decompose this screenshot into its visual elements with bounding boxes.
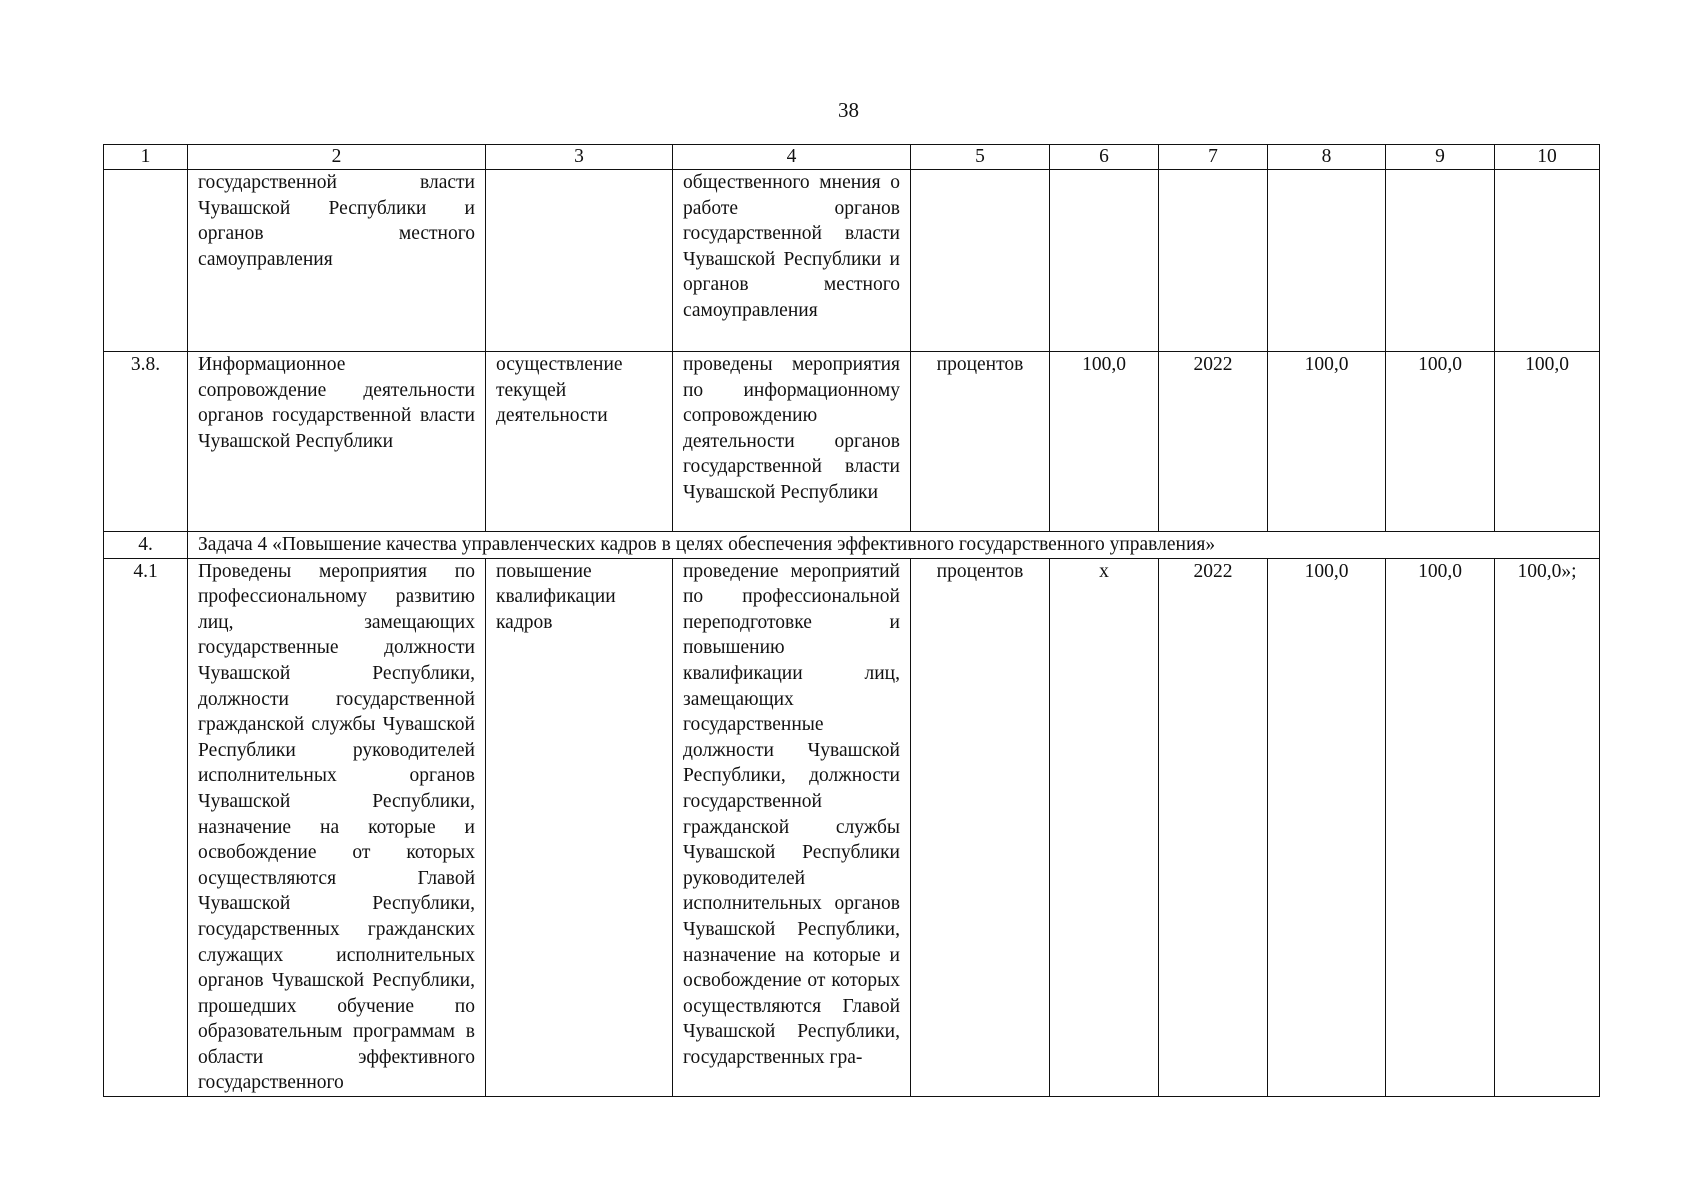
value-8 (1268, 170, 1386, 352)
event-type (486, 170, 673, 352)
row-number: 4.1 (104, 558, 188, 1096)
column-header: 10 (1495, 145, 1600, 170)
row-number: 3.8. (104, 352, 188, 532)
event-type: осуществление текущей деятельности (486, 352, 673, 532)
value-10 (1495, 170, 1600, 352)
unit: процентов (911, 558, 1050, 1096)
value-8: 100,0 (1268, 558, 1386, 1096)
unit: процентов (911, 352, 1050, 532)
page-number: 38 (838, 98, 859, 122)
value-6 (1050, 170, 1159, 352)
table-row (104, 170, 1600, 352)
column-header: 1 (104, 145, 188, 170)
value-8: 100,0 (1268, 352, 1386, 532)
expected-result: проведение мероприятий по профессиональной переподготовке и повышению квалификации лиц, замещающих государственные должности Чувашской Республики, должности государственной гражданской службы Чувашской Республики руководителей исполнительных органов Чувашской Республики, назначение на которые и освобождение от которых осуществляются Главой Чувашской Республики, государственных гра- (673, 558, 911, 1096)
column-header: 2 (188, 145, 486, 170)
value-10: 100,0 (1495, 352, 1600, 532)
event-name: Проведены мероприятия по профессиональному развитию лиц, замещающих государственные должности Чувашской Республики, должности государственной гражданской службы Чувашской Республики руководителей исполнительных органов Чувашской Республики, назначение на которые и освобождение от которых осуществляются Главой Чувашской Республики, государственных гражданских служащих исполнительных органов Чувашской Республики, прошедших обучение по образовательным программам в области эффективного государственного (188, 558, 486, 1096)
value-9: 100,0 (1386, 558, 1495, 1096)
value-7 (1159, 170, 1268, 352)
value-10: 100,0»; (1495, 558, 1600, 1096)
row-number (104, 170, 188, 352)
event-name: Информационное сопровождение деятельности органов государственной власти Чувашской Республики (188, 352, 486, 532)
table-header-row (104, 145, 1600, 170)
value-9 (1386, 170, 1495, 352)
event-type: повышение квалификации кадров (486, 558, 673, 1096)
unit (911, 170, 1050, 352)
column-header: 7 (1159, 145, 1268, 170)
value-6: х (1050, 558, 1159, 1096)
event-name: государственной власти Чувашской Республики и органов местного самоуправления (188, 170, 486, 352)
column-header: 4 (673, 145, 911, 170)
task-row (104, 532, 1600, 559)
column-header: 8 (1268, 145, 1386, 170)
column-header: 3 (486, 145, 673, 170)
column-header: 5 (911, 145, 1050, 170)
table-row (104, 352, 1600, 532)
expected-result: общественного мнения о работе органов государственной власти Чувашской Республики и органов местного самоуправления (673, 170, 911, 352)
column-header: 6 (1050, 145, 1159, 170)
task-number: 4. (104, 532, 188, 559)
indicators-table (103, 144, 1600, 1097)
value-7: 2022 (1159, 352, 1268, 532)
value-7: 2022 (1159, 558, 1268, 1096)
value-6: 100,0 (1050, 352, 1159, 532)
task-title: Задача 4 «Повышение качества управленческих кадров в целях обеспечения эффективного государственного управления» (188, 532, 1600, 559)
table-row (104, 558, 1600, 1096)
column-header: 9 (1386, 145, 1495, 170)
expected-result: проведены мероприятия по информационному сопровождению деятельности органов государственной власти Чувашской Республики (673, 352, 911, 532)
value-9: 100,0 (1386, 352, 1495, 532)
